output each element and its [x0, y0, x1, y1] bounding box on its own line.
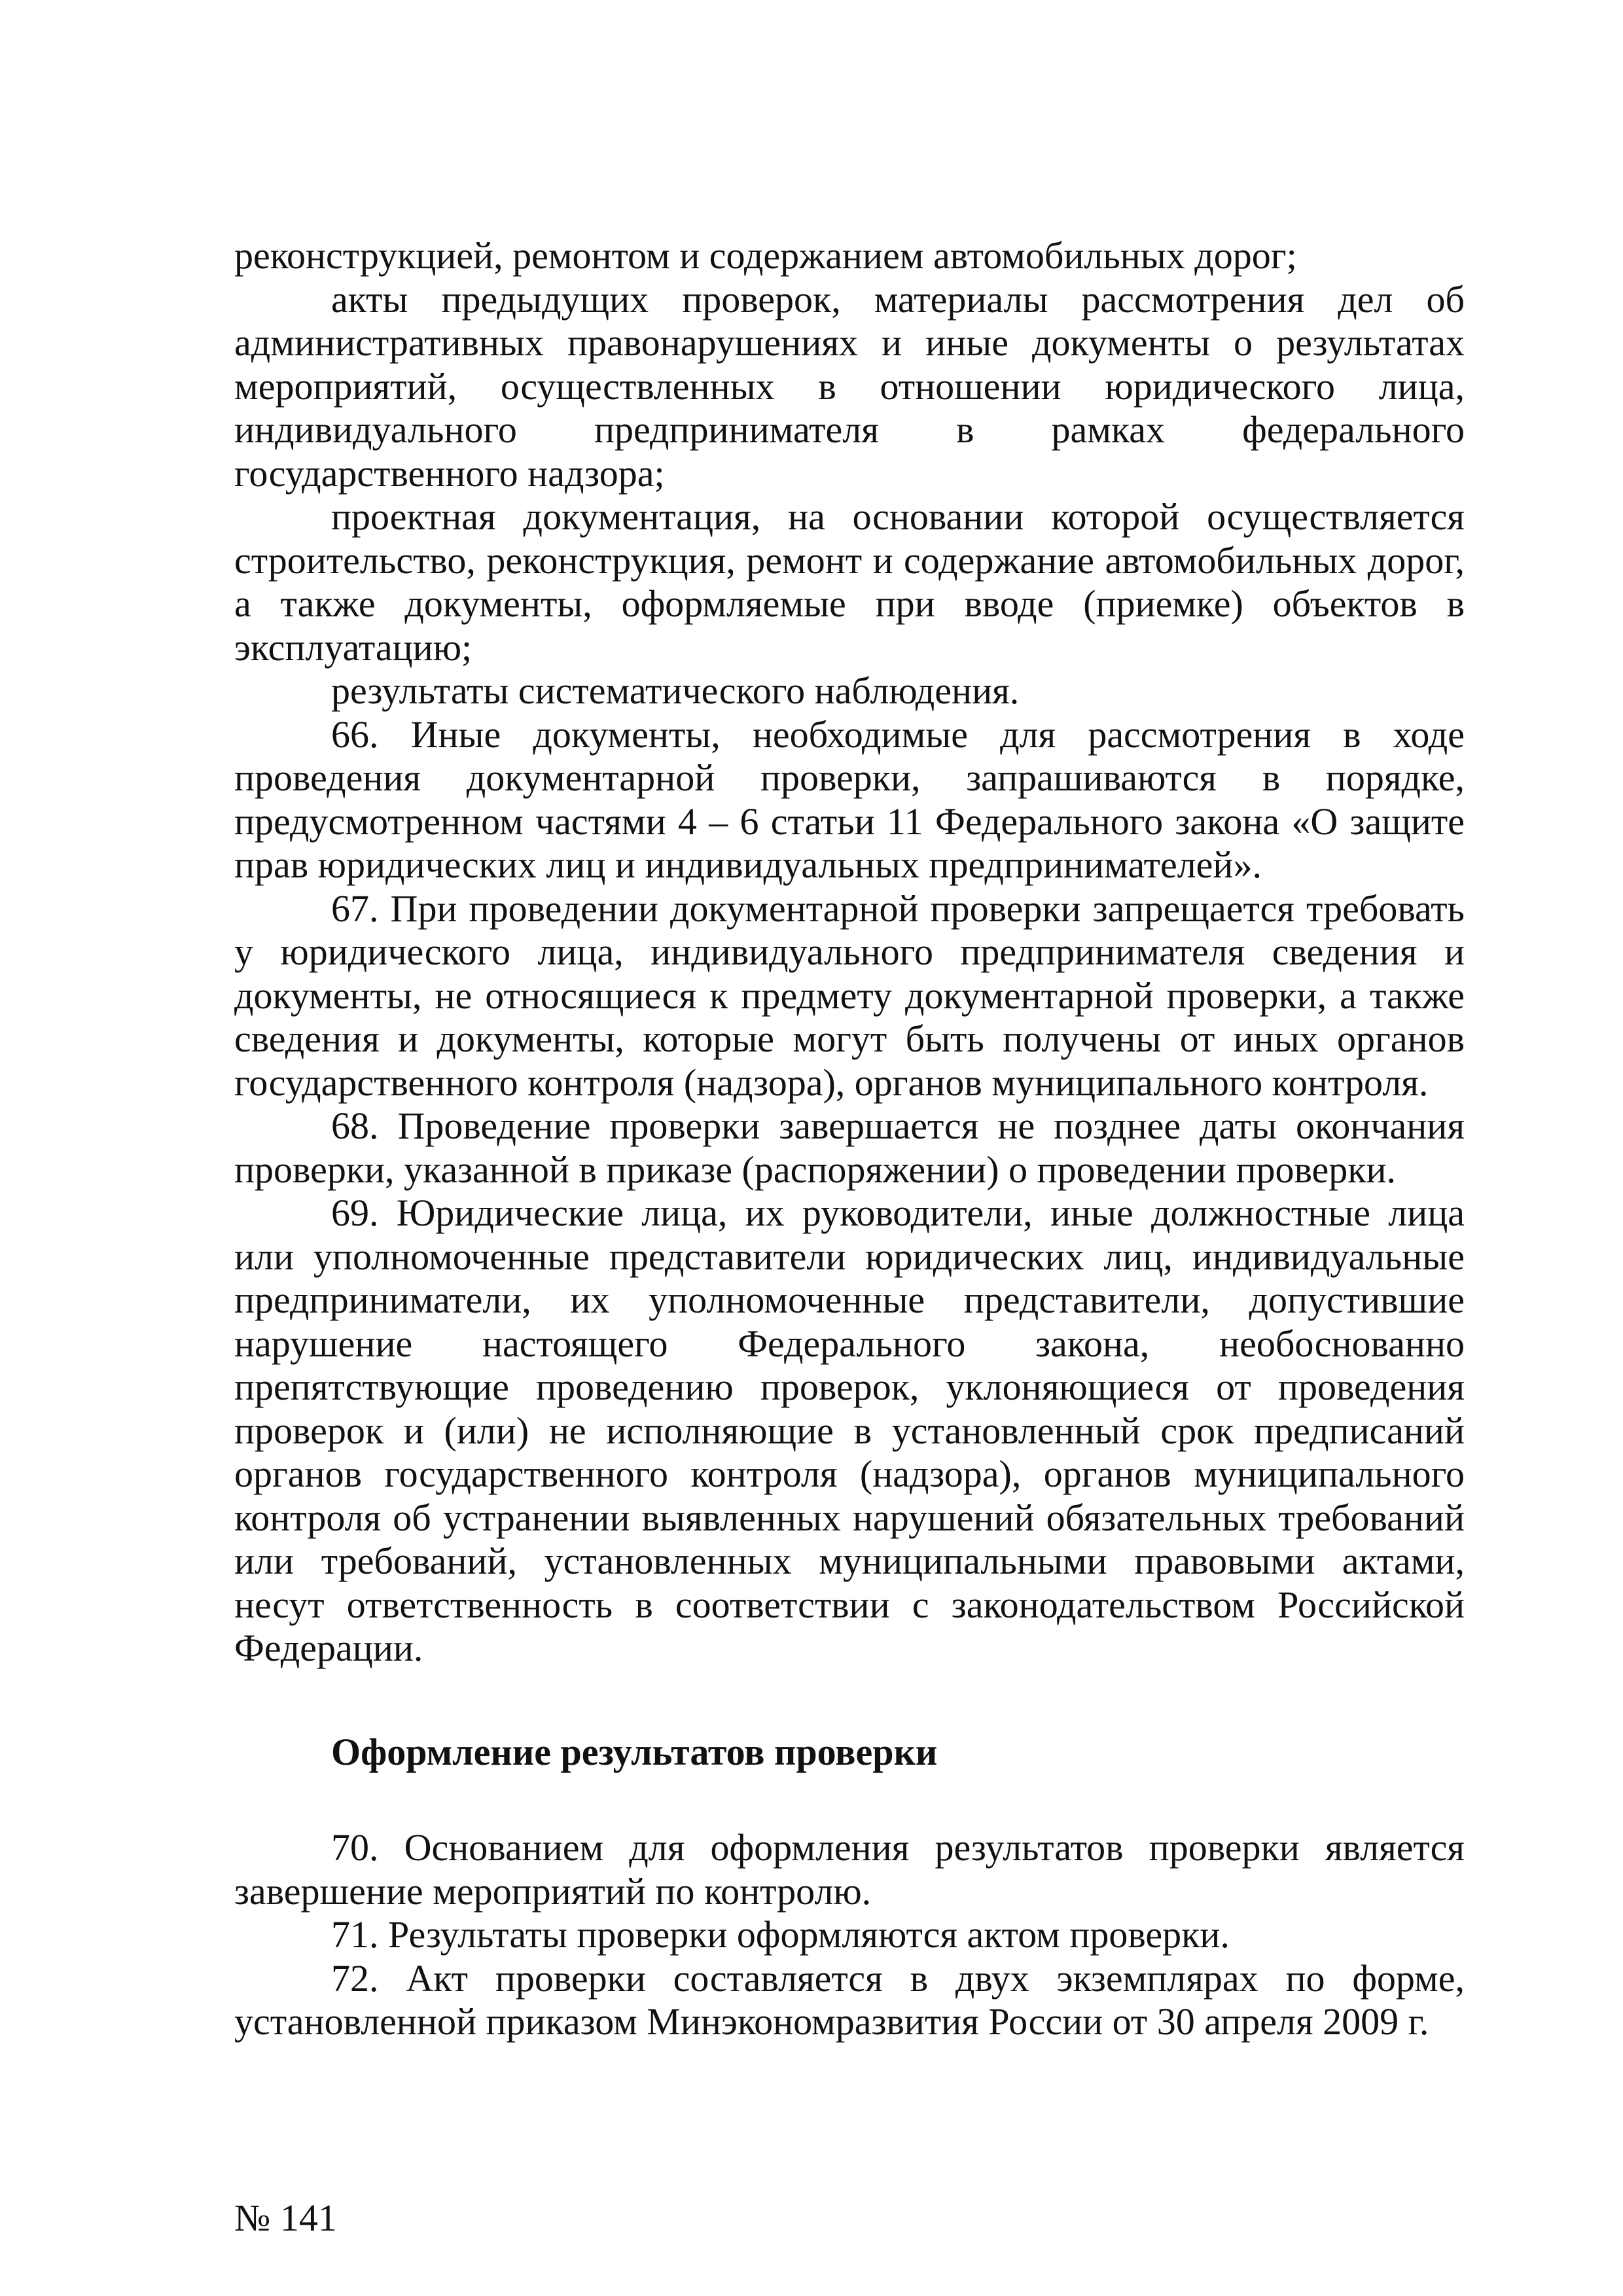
paragraph-70: 70. Основанием для оформления результатов проверки является завершение мероприятий по контролю.: [234, 1826, 1465, 1913]
paragraph-continuation: реконструкцией, ремонтом и содержанием автомобильных дорог;: [234, 234, 1297, 277]
paragraph-project-documentation: проектная документация, на основании которой осуществляется строительство, реконструкция, ремонт и содержание автомобильных дорог, а также документы, оформляемые при вводе (приемке) объектов в эксплуатацию;: [234, 495, 1465, 669]
document-body: [234, 234, 1465, 2044]
paragraph-71: 71. Результаты проверки оформляются актом проверки.: [331, 1913, 1230, 1956]
section-heading: Оформление результатов проверки: [331, 1730, 938, 1773]
paragraph-66: 66. Иные документы, необходимые для рассмотрения в ходе проведения документарной проверки, запрашиваются в порядке, предусмотренном частями 4 – 6 статьи 11 Федерального закона «О защите прав юридических лиц и индивидуальных предпринимателей».: [234, 713, 1465, 886]
paragraph-observation-results: результаты систематического наблюдения.: [331, 669, 1020, 712]
paragraph-67: 67. При проведении документарной проверки запрещается требовать у юридического лица, индивидуального предпринимателя сведения и документы, не относящиеся к предмету документарной проверки, а также сведения и документы, которые могут быть получены от иных органов государственного контроля (надзора), органов муниципального контроля.: [234, 887, 1465, 1104]
paragraph-previous-inspections: акты предыдущих проверок, материалы рассмотрения дел об административных правонарушениях и иные документы о результатах мероприятий, осуществленных в отношении юридического лица, индивидуального предпринимателя в рамках федерального государственного надзора;: [234, 277, 1465, 495]
paragraph-69: 69. Юридические лица, их руководители, иные должностные лица или уполномоченные представители юридических лиц, индивидуальные предприниматели, их уполномоченные представители, допустившие нарушение настоящего Федерального закона, необоснованно препятствующие проведению проверок, уклоняющиеся от проведения проверок и (или) не исполняющие в установленный срок предписаний органов государственного контроля (надзора), органов муниципального контроля об устранении выявленных нарушений обязательных требований или требований, установленных муниципальными правовыми актами, несут ответственность в соответствии с законодательством Российской Федерации.: [234, 1192, 1465, 1669]
paragraph-72: 72. Акт проверки составляется в двух экземплярах по форме, установленной приказом Минэкономразвития России от 30 апреля 2009 г.: [234, 1956, 1465, 2043]
paragraph-68: 68. Проведение проверки завершается не позднее даты окончания проверки, указанной в приказе (распоряжении) о проведении проверки.: [234, 1104, 1465, 1191]
cutoff-text: № 141: [234, 2197, 337, 2239]
